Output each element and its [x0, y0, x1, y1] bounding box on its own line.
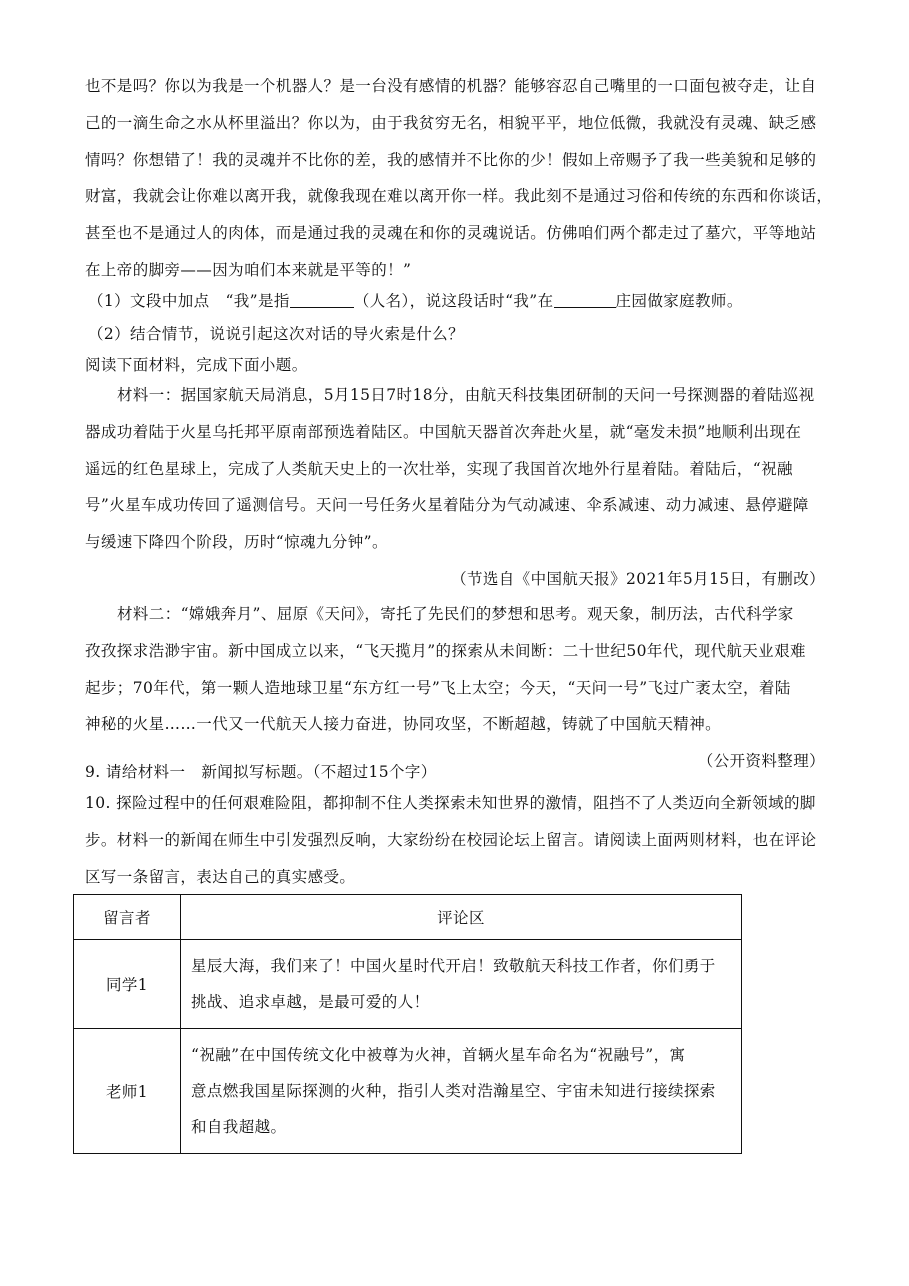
header-comment: 评论区: [181, 895, 742, 940]
table-row: [74, 940, 742, 1029]
table-header-row: [74, 895, 742, 940]
passage-line: 情吗？你想错了！我的灵魂并不比你的差，我的感情并不比你的少！假如上帝赐予了我一些美貌和足够的: [85, 150, 817, 169]
comment-cell: [181, 940, 742, 1029]
question-10-line: 区写一条留言，表达自己的真实感受。: [85, 867, 356, 886]
question-10: [85, 785, 825, 895]
question-2: （2）结合情节，说说引起这次对话的导火索是什么？: [88, 325, 464, 343]
comment-line: 挑战、追求卓越，是最可爱的人！: [191, 993, 430, 1011]
question-10-line: 10. 探险过程中的任何艰难险阻，都抑制不住人类探索未知世界的激情，阻挡不了人类迈向全新领域的脚: [85, 794, 816, 812]
question-1-text-a: （1）文段中加点 “我”是指: [88, 292, 290, 310]
comment-text: [181, 1029, 741, 1153]
header-author: 留言者: [74, 895, 181, 940]
comment-author: 老师1: [74, 1029, 181, 1154]
material-one-line: 遥远的红色星球上，完成了人类航天史上的一次壮举，实现了我国首次地外行星着陆。着陆后，“祝融: [85, 459, 793, 478]
passage-line: 在上帝的脚旁——因为咱们本来就是平等的！”: [85, 260, 412, 279]
comment-line: 意点燃我国星际探测的火种，指引人类对浩瀚星空、宇宙未知进行接续探索: [191, 1082, 716, 1100]
answer-blank-estate[interactable]: [554, 293, 616, 308]
material-one-line: 器成功着陆于火星乌托邦平原南部预选着陆区。中国航天器首次奔赴火星，就“毫发未损”地顺利出现在: [85, 422, 802, 441]
question-1-text-b: （人名），说这段话时“我”在: [353, 292, 554, 310]
question-10-line: 步。材料一的新闻在师生中引发强烈反响，大家纷纷在校园论坛上留言。请阅读上面两则材料，也在评论: [85, 830, 817, 849]
material-two: [85, 596, 825, 780]
comment-table: [73, 894, 742, 1154]
table-row: [74, 1029, 742, 1154]
comment-author: 同学1: [74, 940, 181, 1029]
material-two-line: 神秘的火星……一代又一代航天人接力奋进，协同攻坚，不断超越，铸就了中国航天精神。: [85, 715, 722, 734]
passage-line: 己的一滴生命之水从杯里溢出？你以为，由于我贫穷无名，相貌平平，地位低微，我就没有灵魂、缺乏感: [85, 113, 817, 132]
passage-line: 也不是吗？你以为我是一个机器人？是一台没有感情的机器？能够容忍自己嘴里的一口面包被夺走，让自: [85, 77, 817, 95]
question-1-text-c: 庄园做家庭教师。: [615, 292, 743, 310]
question-9: 9. 请给材料一 新闻拟写标题。（不超过15个字）: [85, 763, 437, 781]
material-two-line: 孜孜探求浩渺宇宙。新中国成立以来，“飞天揽月”的探索从未间断：二十世纪50年代，现代航天业艰难: [85, 641, 806, 660]
comment-line: 星辰大海，我们来了！中国火星时代开启！致敬航天科技工作者，你们勇于: [191, 957, 716, 975]
material-two-line: 起步；70年代，第一颗人造地球卫星“东方红一号”飞上太空；今天，“天问一号”飞过广袤太空，着陆: [85, 678, 791, 697]
reading-instruction: 阅读下面材料，完成下面小题。: [85, 356, 308, 374]
answer-blank-name[interactable]: [290, 293, 354, 308]
material-one-line: 与缓速下降四个阶段，历时“惊魂九分钟”。: [85, 533, 388, 552]
comment-cell: [181, 1029, 742, 1154]
material-one-line: 材料一：据国家航天局消息，5月15日7时18分，由航天科技集团研制的天问一号探测器的着陆巡视: [117, 386, 815, 404]
comment-line: 和自我超越。: [191, 1118, 287, 1136]
material-one: [85, 377, 825, 598]
question-1: [88, 283, 828, 320]
comment-text: [181, 940, 741, 1028]
material-one-line: 号”火星车成功传回了遥测信号。天问一号任务火星着陆分为气动减速、伞系减速、动力减速、悬停避障: [85, 496, 809, 515]
material-two-line: 材料二：“嫦娥奔月”、屈原《天问》，寄托了先民们的梦想和思考。观天象，制历法，古代科学家: [117, 605, 794, 623]
comment-line: “祝融”在中国传统文化中被尊为火神，首辆火星车命名为“祝融号”，寓: [191, 1046, 686, 1064]
material-two-source: （公开资料整理）: [697, 752, 825, 771]
passage-line: 甚至也不是通过人的肉体，而是通过我的灵魂在和你的灵魂说话。仿佛咱们两个都走过了墓穴，平等地站: [85, 224, 817, 243]
passage-line: 财富，我就会让你难以离开我，就像我现在难以离开你一样。我此刻不是通过习俗和传统的东西和你谈话，: [85, 187, 833, 206]
material-one-source: （节选自《中国航天报》2021年5月15日，有删改）: [451, 569, 825, 588]
passage-paragraph: [85, 68, 833, 289]
